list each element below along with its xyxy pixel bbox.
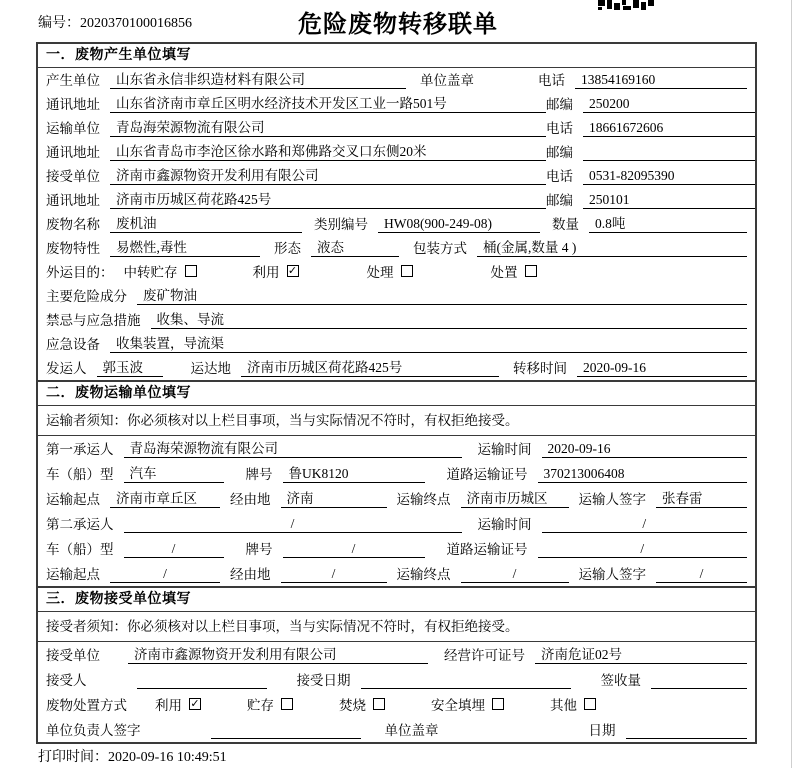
via1-label: 经由地 [230,492,271,507]
transporter-label: 运输单位 [46,121,100,136]
quantity-value: 0.8吨 [589,212,747,233]
disposal-option-utilize-label: 利用 [155,698,182,713]
shipper-value: 郭玉波 [97,356,163,377]
phone1-value: 13854169160 [575,72,747,89]
receive-unit-value: 济南市鑫源物资开发利用有限公司 [128,643,428,664]
checkbox-disposal-utilize [189,698,201,710]
row-vehicle2 [38,536,755,561]
checkbox-disposal-store [281,698,293,710]
purpose-option-treat-label: 处理 [366,265,394,280]
zip3-label: 邮编 [546,193,573,208]
row-receiver-address [38,188,755,212]
disposal-label: 废物处置方式 [46,698,127,713]
section3-heading: 三．废物接受单位填写 [38,588,755,612]
transporter-value: 青岛海荣源物流有限公司 [110,116,546,137]
license2-label: 道路运输证号 [446,542,528,557]
form-label: 形态 [274,241,301,256]
disposal-option-incinerate-label: 焚烧 [339,698,366,713]
row-receive-unit [38,642,755,667]
waste-name-label: 废物名称 [46,217,100,232]
origin2-value: / [110,566,220,583]
license1-label: 道路运输证号 [446,467,528,482]
responsible-sign-label: 单位负责人签字 [46,723,141,738]
quantity-label: 数量 [552,217,579,232]
carrier1-value: 青岛海荣源物流有限公司 [124,437,462,458]
time2-value: / [542,516,748,533]
sign1-label: 运输人签字 [578,492,646,507]
phone3-label: 电话 [546,169,573,184]
via2-value: / [281,566,387,583]
received-amount-label: 签收量 [600,673,641,688]
purpose-option-utilize [253,261,299,281]
page-edge-line [791,0,792,768]
carrier2-value: / [124,516,462,533]
purpose-option-dispose [491,261,537,281]
date-label: 日期 [588,723,616,738]
vehicle1-label: 车（船）型 [46,467,114,482]
row-transporter [38,116,755,140]
purpose-option-treat [367,261,413,281]
checkbox-disposal-incinerate [373,698,385,710]
plate2-value: / [283,541,425,558]
checkbox-treat [401,265,413,277]
checkbox-storage [185,265,197,277]
disposal-option-landfill-label: 安全填埋 [431,698,485,713]
waste-name-value: 废机油 [110,212,302,233]
receiver-notice: 接受者须知：你必须核对以上栏目事项，当与实际情况不符时，有权拒绝接受。 [38,612,755,642]
carrier2-label: 第二承运人 [46,517,114,532]
received-amount-value [651,688,747,689]
row-disposal-method [38,692,755,717]
plate1-value: 鲁UK8120 [283,462,425,483]
unit-seal-label: 单位盖章 [420,73,474,88]
zip1-label: 邮编 [546,97,573,112]
row-transporter-address [38,140,755,164]
row-acceptor [38,667,755,692]
row-emergency-equipment [38,332,755,356]
equipment-value: 收集装置，导流渠 [110,332,747,353]
transfer-time-value: 2020-09-16 [577,360,747,377]
phone3-value: 0531-82095390 [583,168,755,185]
destination-value: 济南市历城区荷花路425号 [241,356,499,377]
section-transport [38,380,755,586]
producer-value: 山东省永信非织造材料有限公司 [110,68,406,89]
row-route1 [38,486,755,511]
row-route2 [38,561,755,586]
date-value [626,738,748,739]
phone1-label: 电话 [538,73,565,88]
receiver-value: 济南市鑫源物资开发利用有限公司 [110,164,546,185]
hazard-label: 主要危险成分 [46,289,127,304]
acceptor-value [137,688,267,689]
row-second-carrier [38,511,755,536]
via1-value: 济南 [281,487,387,508]
row-responsible-sign [38,717,755,742]
license2-value: / [538,541,748,558]
document-header [0,0,796,40]
form-box [36,42,757,744]
end2-value: / [461,566,569,583]
carrier1-label: 第一承运人 [46,442,114,457]
disposal-option-landfill [431,694,504,714]
permit-label: 经营许可证号 [444,648,525,663]
qr-code-fragment [598,0,654,10]
print-time-label: 打印时间： [38,750,108,765]
addr2-label: 通讯地址 [46,145,100,160]
purpose-label: 外运目的： [46,265,114,280]
time1-value: 2020-09-16 [542,441,748,458]
form-value: 液态 [311,236,399,257]
checkbox-utilize [287,265,299,277]
vehicle2-label: 车（船）型 [46,542,114,557]
row-transfer-purpose [38,260,755,284]
zip2-label: 邮编 [546,145,573,160]
origin1-value: 济南市章丘区 [110,487,220,508]
checkbox-disposal-other [584,698,596,710]
hazard-value: 废矿物油 [137,284,747,305]
row-hazard-component [38,284,755,308]
sign2-label: 运输人签字 [578,567,646,582]
disposal-option-incinerate [339,694,385,714]
row-waste-character [38,236,755,260]
row-producer-address [38,92,755,116]
disposal-option-utilize [155,694,201,714]
category-value: HW08(900-249-08) [378,216,540,233]
phone2-value: 18661672606 [583,120,755,137]
origin1-label: 运输起点 [46,492,100,507]
sign1-value: 张春雷 [656,487,747,508]
shipper-label: 发运人 [46,361,87,376]
row-first-carrier [38,436,755,461]
section-receive [38,586,755,742]
purpose-option-utilize-label: 利用 [252,265,280,280]
document-number-value: 2020370100016856 [80,16,192,31]
disposal-option-other [550,694,596,714]
section-producer [38,44,755,380]
section2-heading: 二．废物运输单位填写 [38,382,755,406]
taboo-label: 禁忌与应急措施 [46,313,141,328]
row-shipper [38,356,755,380]
taboo-value: 收集、导流 [151,308,748,329]
phone2-label: 电话 [546,121,573,136]
transfer-time-label: 转移时间 [513,361,567,376]
origin2-label: 运输起点 [46,567,100,582]
purpose-option-storage-label: 中转贮存 [123,265,178,280]
responsible-sign-value [211,738,361,739]
page-title: 危险废物转移联单 [298,12,498,38]
row-taboo-measures [38,308,755,332]
disposal-option-store [247,694,293,714]
destination-label: 运达地 [190,361,231,376]
sign2-value: / [656,566,747,583]
section1-heading: 一．废物产生单位填写 [38,44,755,68]
transporter-notice: 运输者须知：你必须核对以上栏目事项，当与实际情况不符时，有权拒绝接受。 [38,406,755,436]
plate2-label: 牌号 [245,542,273,557]
addr1-label: 通讯地址 [46,97,100,112]
zip2-value [583,160,755,161]
time1-label: 运输时间 [477,442,532,457]
row-vehicle1 [38,461,755,486]
packing-label: 包装方式 [413,241,467,256]
document-number-label: 编号： [38,16,80,31]
end2-label: 运输终点 [396,567,451,582]
addr3-value: 济南市历城区荷花路425号 [110,188,546,209]
producer-label: 产生单位 [46,73,100,88]
via2-label: 经由地 [230,567,271,582]
purpose-option-storage [124,261,197,281]
addr2-value: 山东省青岛市李沧区徐水路和郑佛路交叉口东侧20米 [110,140,546,161]
unit-seal2-label: 单位盖章 [384,723,439,738]
row-producer [38,68,755,92]
row-waste-name [38,212,755,236]
end1-label: 运输终点 [396,492,451,507]
license1-value: 370213006408 [538,466,748,483]
vehicle2-value: / [124,541,224,558]
addr3-label: 通讯地址 [46,193,100,208]
purpose-option-dispose-label: 处置 [490,265,518,280]
receive-unit-label: 接受单位 [46,648,100,663]
accept-date-value [361,688,571,689]
time2-label: 运输时间 [477,517,532,532]
vehicle1-value: 汽车 [124,462,224,483]
packing-value: 桶(金属,数量 4 ) [477,236,747,257]
character-label: 废物特性 [46,241,100,256]
checkbox-dispose [525,265,537,277]
acceptor-label: 接受人 [46,673,87,688]
row-receiver [38,164,755,188]
print-time-value: 2020-09-16 10:49:51 [108,750,227,765]
disposal-option-store-label: 贮存 [247,698,274,713]
plate1-label: 牌号 [245,467,273,482]
category-label: 类别编号 [314,217,368,232]
receiver-label: 接受单位 [46,169,100,184]
print-time [38,746,227,766]
disposal-option-other-label: 其他 [550,698,577,713]
character-value: 易燃性,毒性 [110,236,260,257]
equipment-label: 应急设备 [46,337,100,352]
permit-value: 济南危证02号 [535,643,747,664]
end1-value: 济南市历城区 [461,487,569,508]
zip1-value: 250200 [583,96,755,113]
checkbox-disposal-landfill [492,698,504,710]
zip3-value: 250101 [583,192,755,209]
accept-date-label: 接受日期 [296,673,351,688]
addr1-value: 山东省济南市章丘区明水经济技术开发区工业一路501号 [110,92,546,113]
